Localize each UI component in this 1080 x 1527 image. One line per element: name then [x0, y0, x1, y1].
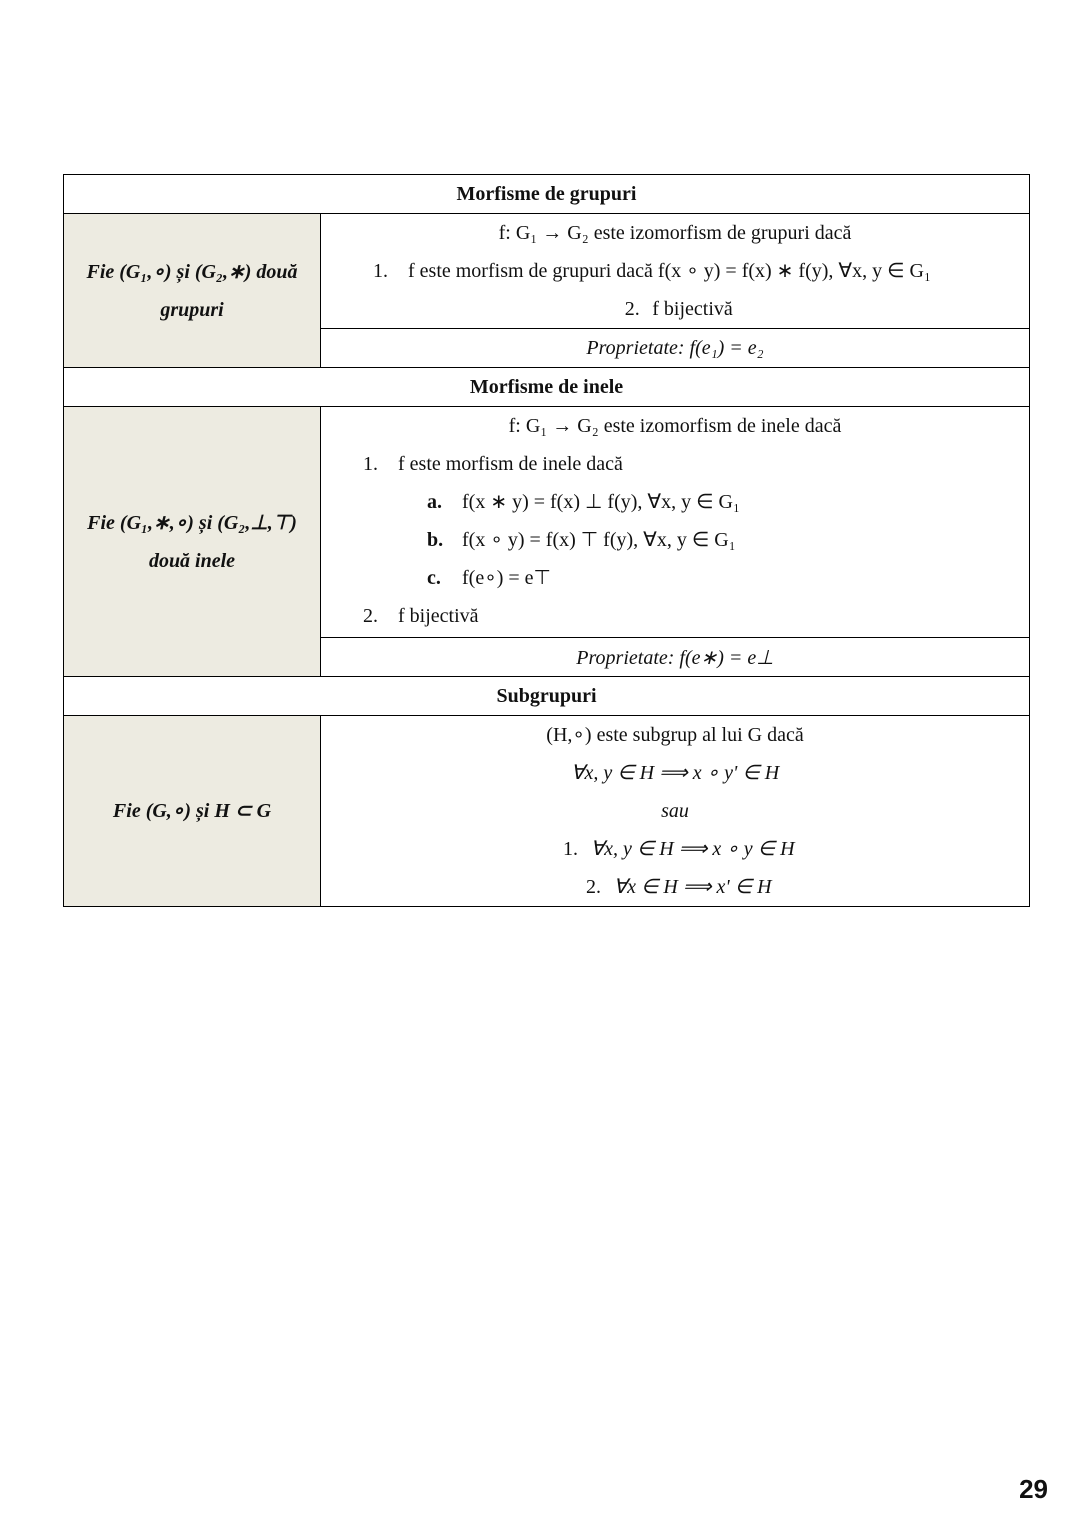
rings-def-a: f(x ∗ y) = f(x) ⊥ f(y), ∀x, y ∈ G₁	[462, 491, 740, 513]
section-title-rings: Morfisme de inele	[64, 368, 1030, 407]
groups-def-line2: f este morfism de grupuri dacă f(x ∘ y) = f(x) ∗ f(y), ∀x, y ∈ G₁	[408, 260, 931, 282]
rings-def-a-num: a.	[427, 491, 442, 513]
rings-hypothesis	[64, 407, 321, 677]
rings-def-b: f(x ∘ y) = f(x) ⊤ f(y), ∀x, y ∈ G₁	[462, 529, 736, 551]
rings-def-c-num: c.	[427, 567, 441, 589]
groups-def-num2: 2.	[624, 298, 640, 320]
rings-def-line1: f: G₁ → G₂ este izomorfism de inele dacă	[508, 415, 842, 437]
algebra-table	[63, 174, 1030, 907]
subgroups-def-num1: 1.	[562, 838, 578, 860]
groups-def-line3: f bijectivă	[652, 298, 733, 320]
subgroups-def-num2: 2.	[585, 876, 601, 898]
rings-hypothesis-line1: Fie (G₁,∗,∘) și (G₂,⊥,⊤)	[87, 511, 297, 534]
rings-def-num2: 2.	[363, 605, 378, 627]
subgroups-hypothesis-line1: Fie (G,∘) și H ⊂ G	[112, 800, 272, 822]
page-number: 29	[1019, 1474, 1048, 1504]
subgroups-def-or: sau	[661, 800, 689, 822]
subgroups-def-line4: ∀x, y ∈ H ⟹ x ∘ y ∈ H	[590, 838, 795, 860]
rings-def-line3: f bijectivă	[398, 605, 479, 627]
groups-property: Proprietate: f(e₁) = e₂	[321, 329, 1030, 368]
section-title-subgroups: Subgrupuri	[64, 677, 1030, 716]
rings-hypothesis-line2: două inele	[148, 549, 236, 572]
rings-def-num1: 1.	[363, 453, 378, 475]
groups-hypothesis-line2: grupuri	[160, 298, 224, 321]
rings-definition	[321, 407, 1030, 638]
groups-definition	[321, 214, 1030, 329]
subgroups-hypothesis	[64, 716, 321, 907]
subgroups-def-line1: (H,∘) este subgrup al lui G dacă	[546, 724, 804, 746]
rings-def-b-num: b.	[427, 529, 444, 551]
rings-def-c: f(e∘) = e⊤	[462, 567, 551, 589]
groups-def-line1: f: G₁ → G₂ este izomorfism de grupuri dacă	[498, 222, 852, 244]
rings-property: Proprietate: f(e∗) = e⊥	[321, 638, 1030, 677]
section-title-groups: Morfisme de grupuri	[64, 175, 1030, 214]
rings-def-line2: f este morfism de inele dacă	[398, 453, 623, 475]
groups-hypothesis-line1: Fie (G₁,∘) și (G₂,∗) două	[86, 260, 298, 283]
subgroups-def-line2: ∀x, y ∈ H ⟹ x ∘ y' ∈ H	[570, 762, 780, 784]
groups-hypothesis	[64, 214, 321, 368]
subgroups-definition	[321, 716, 1030, 907]
groups-def-num1: 1.	[373, 260, 388, 282]
subgroups-def-line5: ∀x ∈ H ⟹ x' ∈ H	[613, 876, 772, 898]
